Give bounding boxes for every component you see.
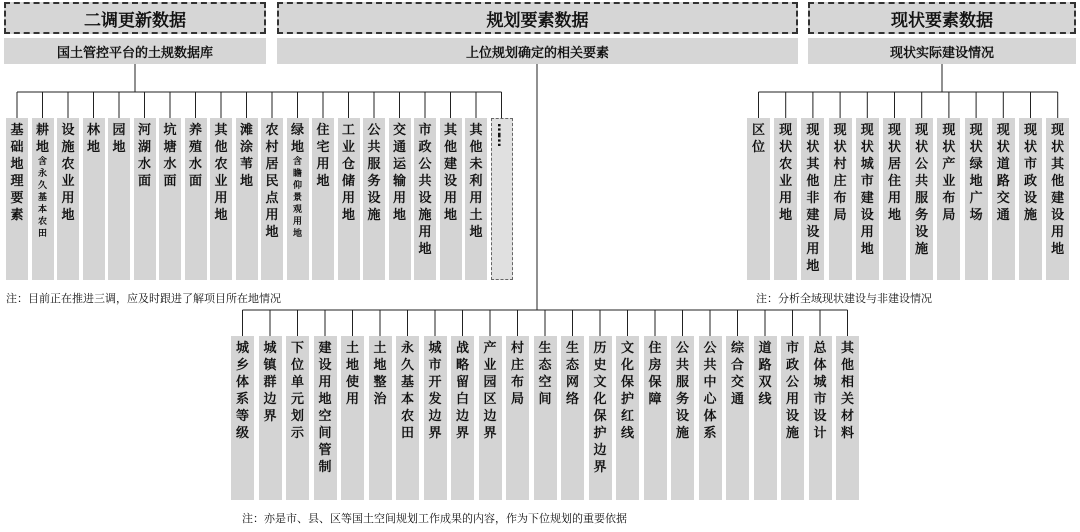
item-label: 绿 地	[290, 123, 304, 155]
planning-item	[699, 336, 722, 500]
item-label: 其 他 农 业 用 地	[214, 123, 228, 223]
item-label: 其 他 相 关 材 料	[840, 341, 854, 441]
item-label: 滩 涂 苇 地	[239, 123, 253, 189]
planning-item	[809, 336, 832, 500]
item-label: 区 位	[751, 123, 765, 155]
item-label: 住 房 保 障	[648, 341, 662, 407]
planning-item	[286, 336, 309, 500]
status-item	[1046, 118, 1069, 280]
item-label: 生 态 网 络	[565, 341, 579, 407]
item-label: 林 地	[86, 123, 100, 155]
survey-item	[338, 118, 360, 280]
survey-item	[57, 118, 79, 280]
item-note: 含 瞻 仰 景 观 用 地	[292, 157, 302, 239]
planning-item	[259, 336, 282, 500]
item-label: 河 湖 水 面	[137, 123, 151, 189]
item-label: 坑 塘 水 面	[163, 123, 177, 189]
planning-item	[479, 336, 502, 500]
item-label: 现 状 道 路 交 通	[996, 123, 1010, 223]
survey-item	[465, 118, 487, 280]
item-label: 现 状 公 共 服 务 设 施	[915, 123, 929, 257]
item-label: 现 状 市 政 设 施	[1023, 123, 1037, 223]
status-item	[856, 118, 879, 280]
item-label: 文 化 保 护 红 线	[620, 341, 634, 441]
planning-item	[561, 336, 584, 500]
planning-item	[754, 336, 777, 500]
item-label: 下 位 单 元 划 示	[290, 341, 304, 441]
header-planning-data: 规划要素数据	[277, 2, 798, 34]
item-label: 交 通 运 输 用 地	[392, 123, 406, 223]
item-label: 建 设 用 地 空 间 管 制	[318, 341, 332, 475]
item-label: 设 施 农 业 用 地	[61, 123, 75, 223]
item-label: ……	[494, 123, 509, 145]
status-item	[801, 118, 824, 280]
item-label: 耕 地	[35, 123, 49, 155]
planning-item	[644, 336, 667, 500]
item-label: 村 庄 布 局	[510, 341, 524, 407]
note-status-data: 注：分析全域现状建设与非建设情况	[756, 292, 932, 305]
planning-item	[341, 336, 364, 500]
planning-item	[424, 336, 447, 500]
survey-item	[389, 118, 411, 280]
item-label: 现 状 其 他 建 设 用 地	[1051, 123, 1065, 257]
status-item	[747, 118, 770, 280]
status-item	[774, 118, 797, 280]
item-label: 公 共 中 心 体 系	[703, 341, 717, 441]
item-label: 永 久 基 本 农 田	[400, 341, 414, 441]
planning-item	[231, 336, 254, 500]
planning-item	[836, 336, 859, 500]
item-label: 土 地 整 治	[373, 341, 387, 407]
item-label: 市 政 公 用 设 施	[785, 341, 799, 441]
item-label: 其 他 未 利 用 土 地	[469, 123, 483, 240]
survey-item	[236, 118, 258, 280]
item-note: 含 永 久 基 本 农 田	[37, 157, 47, 239]
planning-item	[396, 336, 419, 500]
status-item	[883, 118, 906, 280]
item-label: 其 他 建 设 用 地	[443, 123, 457, 223]
subheader-planning-data: 上位规划确定的相关要素	[277, 38, 798, 64]
item-label: 城 乡 体 系 等 级	[235, 341, 249, 441]
item-label: 公 共 服 务 设 施	[675, 341, 689, 441]
item-label: 公 共 服 务 设 施	[367, 123, 381, 223]
status-item	[937, 118, 960, 280]
item-label: 现 状 农 业 用 地	[779, 123, 793, 223]
survey-item	[414, 118, 436, 280]
survey-item	[32, 118, 54, 280]
note-planning-data: 注：亦是市、县、区等国土空间规划工作成果的内容，作为下位规划的重要依据	[242, 512, 627, 525]
planning-item	[314, 336, 337, 500]
status-item	[992, 118, 1015, 280]
item-label: 养 殖 水 面	[188, 123, 202, 189]
status-item	[910, 118, 933, 280]
item-label: 现 状 城 市 建 设 用 地	[860, 123, 874, 257]
subheader-status-data: 现状实际建设情况	[808, 38, 1076, 64]
planning-item	[589, 336, 612, 500]
planning-item	[781, 336, 804, 500]
item-label: 道 路 双 线	[758, 341, 772, 407]
item-label: 园 地	[112, 123, 126, 155]
planning-item	[726, 336, 749, 500]
subheader-survey-data: 国土管控平台的土规数据库	[4, 38, 266, 64]
planning-item	[616, 336, 639, 500]
planning-item	[534, 336, 557, 500]
item-label: 住 宅 用 地	[316, 123, 330, 189]
survey-item	[108, 118, 130, 280]
header-status-data: 现状要素数据	[808, 2, 1076, 34]
item-label: 现 状 居 住 用 地	[887, 123, 901, 223]
survey-item	[440, 118, 462, 280]
planning-item	[671, 336, 694, 500]
survey-item	[159, 118, 181, 280]
item-label: 城 市 开 发 边 界	[428, 341, 442, 441]
survey-item	[261, 118, 283, 280]
planning-item	[506, 336, 529, 500]
item-label: 现 状 绿 地 广 场	[969, 123, 983, 223]
status-item	[965, 118, 988, 280]
status-item	[829, 118, 852, 280]
survey-item	[134, 118, 156, 280]
item-label: 工 业 仓 储 用 地	[341, 123, 355, 223]
item-label: 现 状 产 业 布 局	[942, 123, 956, 223]
survey-item	[287, 118, 309, 280]
item-label: 现 状 其 他 非 建 设 用 地	[806, 123, 820, 274]
survey-item	[312, 118, 334, 280]
survey-item	[210, 118, 232, 280]
survey-item	[185, 118, 207, 280]
item-label: 生 态 空 间	[538, 341, 552, 407]
more-items-ellipsis	[491, 118, 513, 280]
planning-item	[451, 336, 474, 500]
item-label: 土 地 使 用	[345, 341, 359, 407]
survey-item	[83, 118, 105, 280]
item-label: 城 镇 群 边 界	[263, 341, 277, 424]
item-label: 战 略 留 白 边 界	[455, 341, 469, 441]
item-label: 农 村 居 民 点 用 地	[265, 123, 279, 240]
item-label: 产 业 园 区 边 界	[483, 341, 497, 441]
planning-item	[369, 336, 392, 500]
item-label: 基 础 地 理 要 素	[10, 123, 24, 223]
item-label: 总 体 城 市 设 计	[813, 341, 827, 441]
item-label: 综 合 交 通	[730, 341, 744, 407]
status-item	[1019, 118, 1042, 280]
survey-item	[6, 118, 28, 280]
survey-item	[363, 118, 385, 280]
item-label: 市 政 公 共 设 施 用 地	[418, 123, 432, 257]
header-survey-data: 二调更新数据	[4, 2, 266, 34]
item-label: 现 状 村 庄 布 局	[833, 123, 847, 223]
note-survey-data: 注：目前正在推进三调，应及时跟进了解项目所在地情况	[6, 292, 281, 305]
item-label: 历 史 文 化 保 护 边 界	[593, 341, 607, 475]
